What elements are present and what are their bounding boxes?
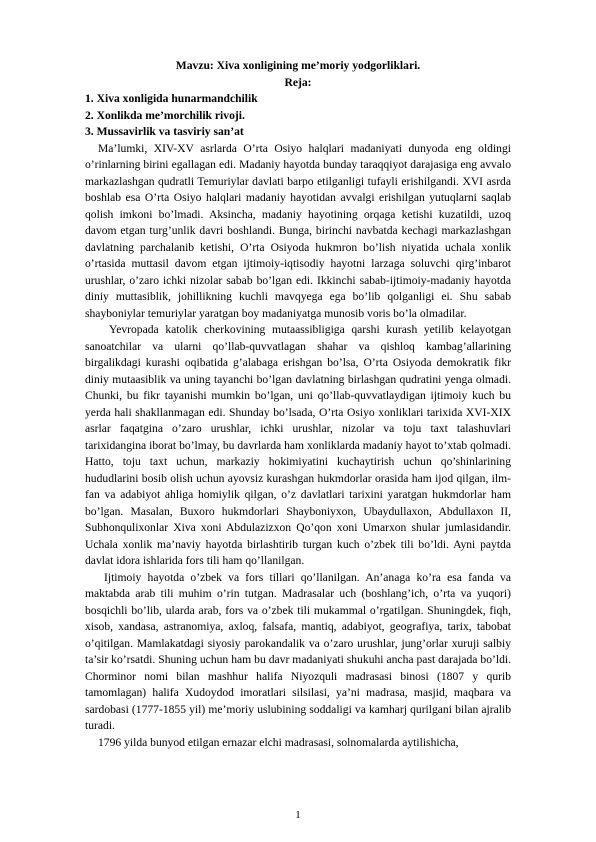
plan-item: 1. Xiva xonligida hunarmandchilik (85, 92, 258, 105)
plan-list (85, 91, 511, 141)
document-page (85, 58, 511, 751)
body-paragraph: 1796 yilda bunyod etilgan ernazar elchi madrasasi, solnomalarda aytilishicha, (98, 735, 459, 749)
body-paragraph: Ma’lumki, XIV-XV asrlarda O’rta Osiyo halqlari madaniyati dunyoda eng oldingi o’rinlarning birini egallagan edi. Madaniy hayotda bunday taraqqiyot darajasiga eng avvalo markazlashgan qudratli Temuriylar davlati barpo etilganligi tufayli erishilgandi. XVI asrda boshlab esa O’rta Osiyo halqlari madaniy hayotidan avvalgi erishilgan yutuqlarni saqlab qolish imkoni bo’lmadi. Aksincha, madaniy hayotining orqaga ketishi kuzatildi, uzoq davom etgan turg’unlik davri boshlandi. Bunga, birinchi navbatda kechagi markazlashgan davlatning parchalanib ketishi, O’rta Osiyoda hukmron bo’lish niyatida uchala xonlik o’rtasida muttasil davom etgan ijtimoiy-iqtisodiy hayotni larzaga soluvchi qirg’inbarot urushlar, o’zaro ichki nizolar sabab bo’lgan edi. Ikkinchi sabab-ijtimoiy-madaniy hayotda diniy muttasiblik, johillikning kuchli mavqyega ega bo’lib qolganligi ei. Shu sabab shayboniylar temuriylar yaratgan boy madaniyatga munosib voris bo’la olmadilar. (85, 141, 511, 320)
page-number: 1 (295, 809, 301, 821)
body-paragraph: Yevropada katolik cherkovining mutaassibligiga qarshi kurash yetilib kelayotgan sanoatchilar va ularni qo’llab-quvvatlagan shahar va qishloq kambag’allarining birgalikdagi kurashi oqibatida g’alabaga erishgan bo’lsa, O’rta Osiyoda demokratik fikr diniy mutaasiblik va uning tayanchi bo’lgan davlatning birlashgan qudratini yenga olmadi. Chunki, bu fikr tayanishi mumkin bo’lgan, uni qo’llab-quvvatlaydigan ijtimoiy kuch bu yerda hali shakllanmagan edi. Shunday bo’lsada, O’rta Osiyo xonliklari tarixida XVI-XIX asrlar faqatgina o’zaro urushlar, ichki urushlar, nizolar va toju taxt talashuvlari tarixidangina iborat bo’lmay, bu davrlarda ham xonliklarda madaniy hayot to’xtab qolmadi. Hatto, toju taxt uchun, markaziy hokimiyatini kuchaytirish uchun qo’shinlarining hududlarini bosib olish uchun ayovsiz kurashgan hukmdorlar orasida ham ijod qilgan, ilm-fan va adabiyot ahliga homiylik qilgan, o’z davlatlari tarixini yaratgan hukmdorlar ham bo’lgan. Masalan, Buxoro hukmdorlari Shayboniyxon, Ubaydullaxon, Abdullaxon II, Subhonqulixonlar Xiva xoni Abdulazizxon Qo’qon xoni Umarxon shular jumlasidandir. Uchala xonlik ma’naviy hayotda birlashtirib turgan kuch o’zbek tili bo’ldi. Ayni paytda davlat idora ishlarida fors tili ham qo’llanilgan. (85, 323, 511, 567)
plan-item: 2. Xonlikda me’morchilik rivoji. (85, 108, 245, 122)
plan-item: 3. Mussavirlik va tasviriy san’at (85, 125, 244, 138)
body-paragraph: Ijtimoiy hayotda o’zbek va fors tillari qo’llanilgan. An’anaga ko’ra esa fanda va maktabda arab tili muhim o’rin tutgan. Madrasalar uch (boshlang’ich, o’rta va yuqori) bosqichli bo’lib, ularda arab, fors va o’zbek tili mukammal o’rgatilgan. Shuningdek, fiqh, xisob, xandasa, astranomiya, axloq, falsafa, mantiq, adabiyot, geografiya, tarix, tabobat o’qitilgan. Mamlakatdagi siyosiy parokandalik va o’zaro urushlar, jung’orlar xuruji salbiy ta’sir ko’rsatdi. Shuning uchun ham bu davr madaniyati shukuhi ancha past darajada bo’ldi. Chorminor nomi bilan mashhur halifa Niyozquli madrasasi binosi (1807 y qurib tamomlagan) halifa Xudoydod imoratlari silsilasi, ya’ni madrasa, masjid, maqbara va sardobasi (1777-1855 yil) me’moriy uslubining soddaligi va kamharj qurilgani bilan ajralib turadi. (85, 570, 511, 732)
plan-heading: Reja: (284, 75, 312, 89)
document-title: Mavzu: Xiva xonligining me’moriy yodgorliklari. (175, 59, 421, 72)
